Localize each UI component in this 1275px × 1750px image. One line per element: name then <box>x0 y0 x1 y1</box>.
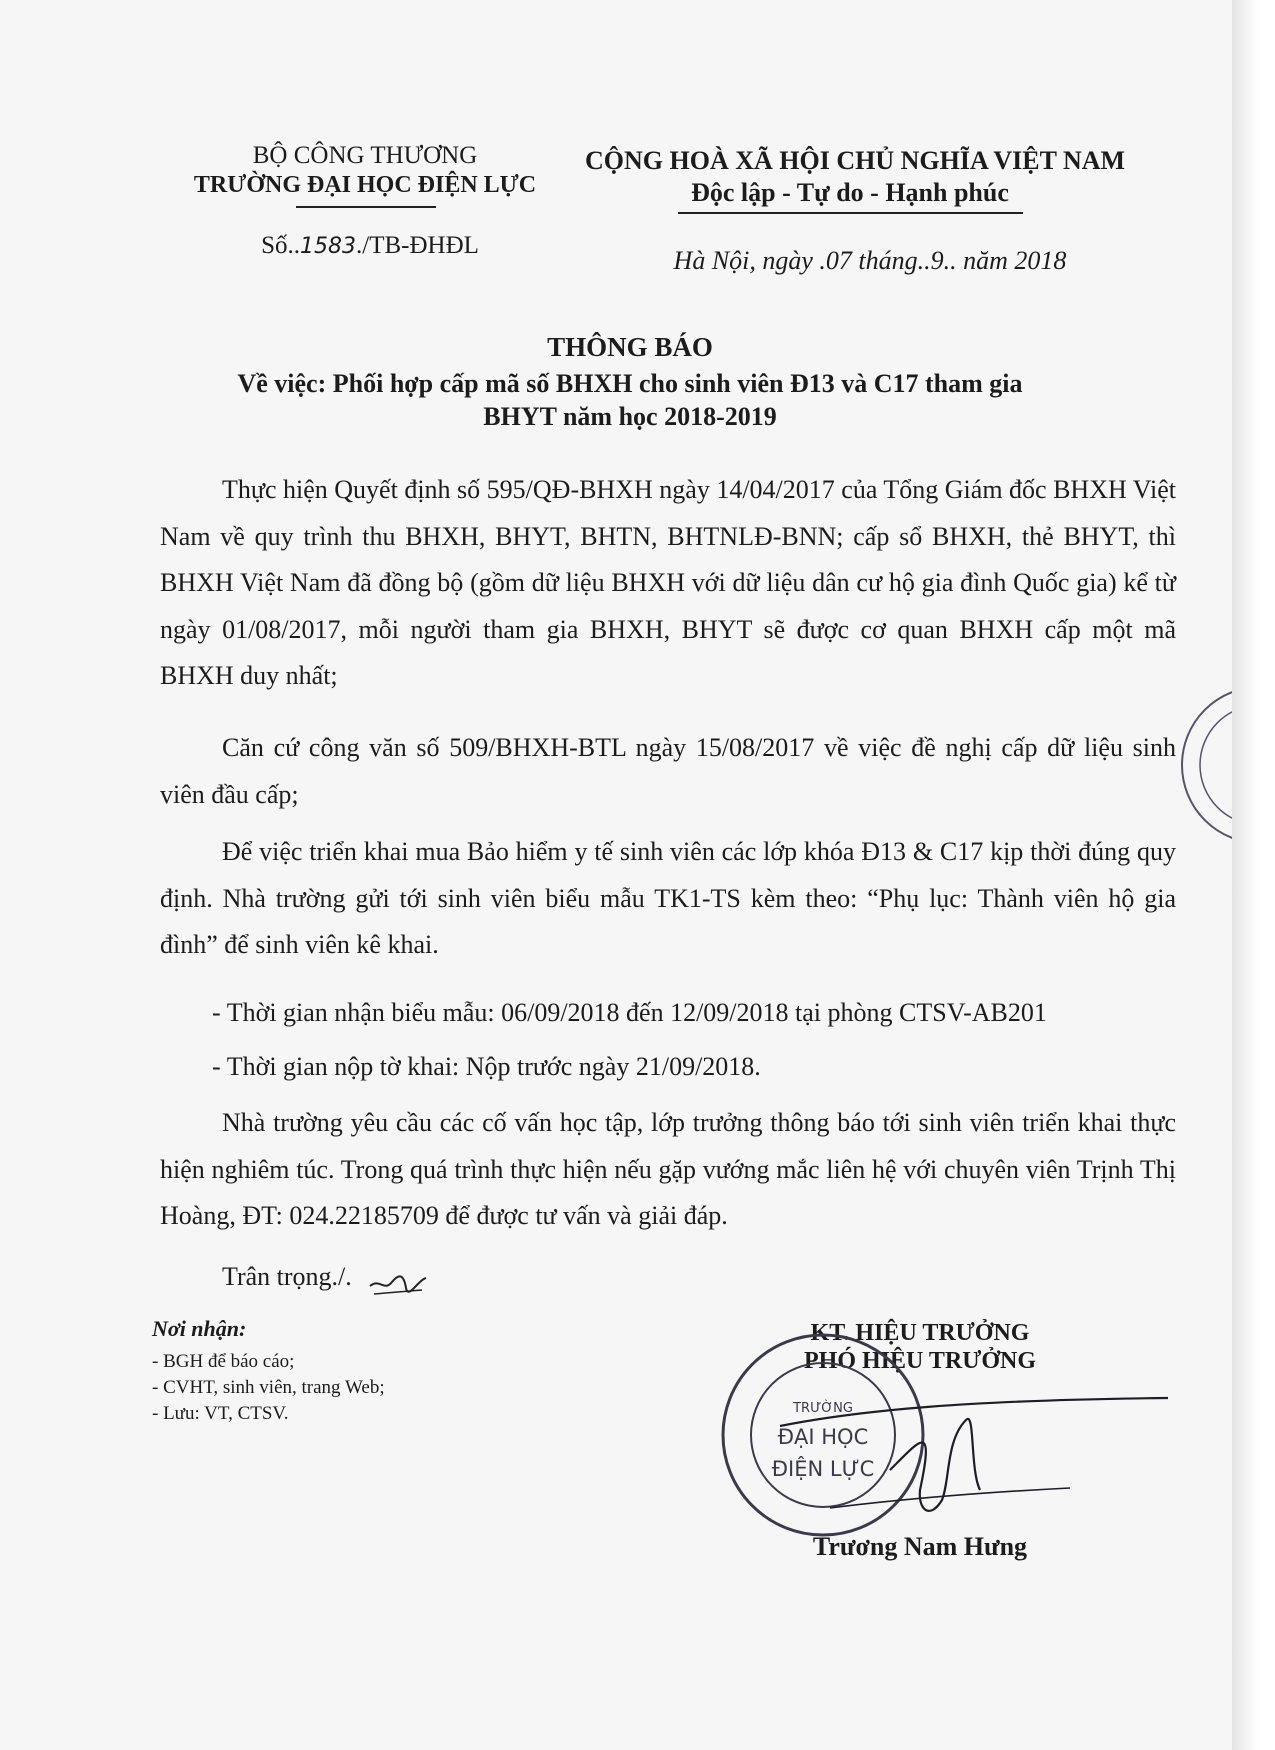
seal-text-line2: ĐẠI HỌC <box>777 1425 869 1449</box>
body-paragraph-2: Căn cứ công văn số 509/BHXH-BTL ngày 15/08/2017 về việc đề nghị cấp dữ liệu sinh viên đầu cấp; <box>160 733 1176 809</box>
subject-line-2: BHYT năm học 2018-2019 <box>483 402 777 431</box>
seal-text-line1: TRƯỜNG <box>793 1401 853 1416</box>
scan-edge <box>1232 0 1275 1750</box>
signature-title-2: PHÓ HIỆU TRƯỞNG <box>803 1348 1037 1374</box>
ministry-name: BỘ CÔNG THƯƠNG <box>252 142 478 169</box>
school-name: TRƯỜNG ĐẠI HỌC ĐIỆN LỰC <box>193 172 537 198</box>
country-name: CỘNG HOÀ XÃ HỘI CHỦ NGHĨA VIỆT NAM <box>585 146 1126 175</box>
date-line: Hà Nội, ngày .07 tháng..9.. năm 2018 <box>673 246 1067 275</box>
subject-line-1: Về việc: Phối hợp cấp mã số BHXH cho sinh viên Đ13 và C17 tham gia <box>237 369 1023 398</box>
recipient-item: - CVHT, sinh viên, trang Web; <box>152 1377 385 1398</box>
doc-number-handwritten: 1583 <box>300 234 356 259</box>
motto-underline <box>678 212 1023 214</box>
body-paragraph-1: Thực hiện Quyết định số 595/QĐ-BHXH ngày 14/04/2017 của Tổng Giám đốc BHXH Việt Nam về quy trình thu BHXH, BHYT, BHTN, BHTNLĐ-BNN; cấp sổ BHXH, thẻ BHYT, thì BHXH Việt Nam đã đồng bộ (gồm dữ liệu BHXH với dữ liệu dân cư hộ gia đình Quốc gia) kể từ ngày 01/08/2017, mỗi người tham gia BHXH, BHYT sẽ được cơ quan BHXH cấp một mã BHXH duy nhất; <box>160 475 1176 690</box>
body-paragraph-3: Để việc triển khai mua Bảo hiểm y tế sinh viên các lớp khóa Đ13 & C17 kịp thời đúng quy định. Nhà trường gửi tới sinh viên biểu mẫu TK1-TS kèm theo: “Phụ lục: Thành viên hộ gia đình” để sinh viên kê khai. <box>160 837 1176 959</box>
signature-title-1: KT. HIỆU TRƯỞNG <box>810 1320 1030 1346</box>
recipient-item: - Lưu: VT, CTSV. <box>152 1403 289 1424</box>
seal-text-line3: ĐIỆN LỰC <box>771 1457 875 1481</box>
national-motto: Độc lập - Tự do - Hạnh phúc <box>691 178 1009 207</box>
notice-heading: THÔNG BÁO <box>547 332 713 362</box>
bullet-submit-form: - Thời gian nộp tờ khai: Nộp trước ngày 21/09/2018. <box>212 1052 761 1081</box>
closing-line: Trân trọng./. <box>222 1262 352 1291</box>
bullet-receive-form: - Thời gian nhận biểu mẫu: 06/09/2018 đến 12/09/2018 tại phòng CTSV-AB201 <box>212 998 1047 1027</box>
doc-number-suffix: ./TB-ĐHĐL <box>356 232 479 259</box>
signer-name: Trương Nam Hưng <box>812 1532 1028 1561</box>
school-underline <box>296 205 436 209</box>
initials-squiggle <box>366 1270 430 1300</box>
doc-number-prefix: Số.. <box>261 232 300 259</box>
document-number <box>230 232 510 260</box>
body-paragraph-4: Nhà trường yêu cầu các cố vấn học tập, lớp trưởng thông báo tới sinh viên triển khai thực hiện nghiêm túc. Trong quá trình thực hiện nếu gặp vướng mắc liên hệ với chuyên viên Trịnh Thị Hoàng, ĐT: 024.22185709 để được tư vấn và giải đáp. <box>160 1108 1176 1230</box>
page-edge-seal <box>1150 680 1232 850</box>
recipients-title: Nơi nhận: <box>152 1316 247 1341</box>
recipient-item: - BGH để báo cáo; <box>152 1351 295 1372</box>
handwritten-signature <box>770 1380 1180 1540</box>
